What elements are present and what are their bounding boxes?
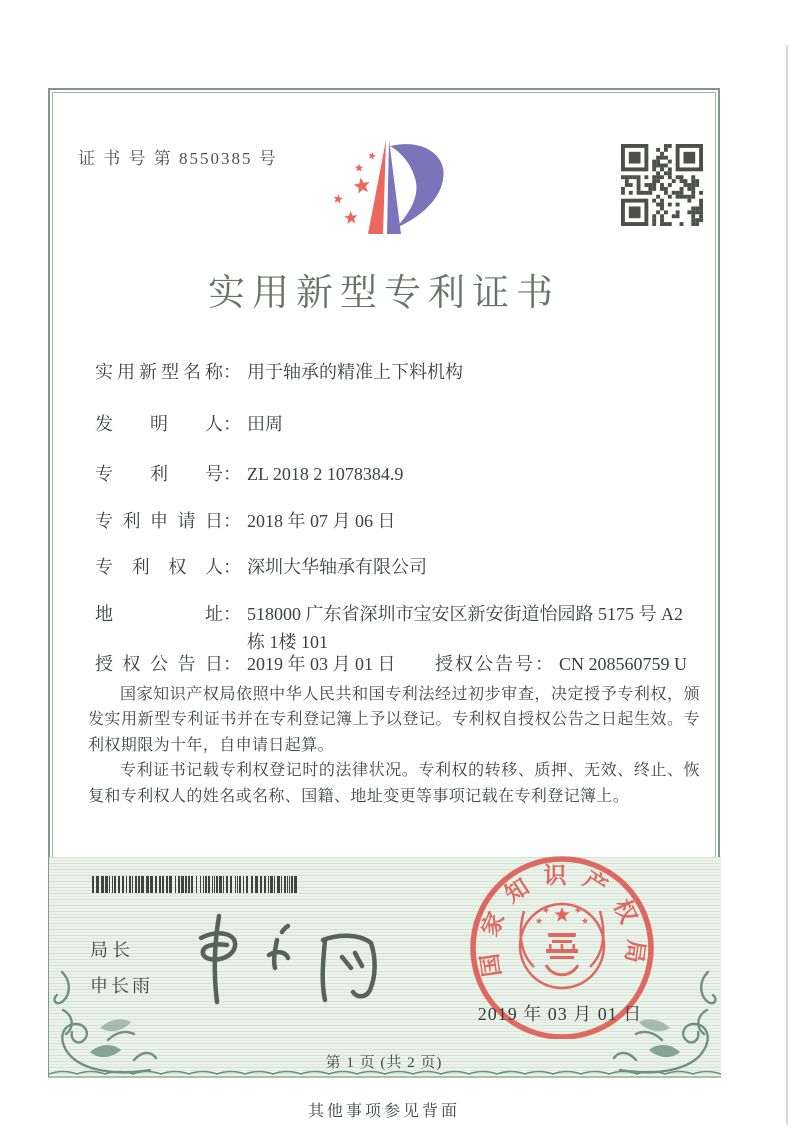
field-colon: ： bbox=[223, 464, 241, 484]
logo-stars bbox=[334, 152, 376, 224]
field-label: 专利号 bbox=[95, 464, 223, 484]
barcode bbox=[92, 876, 298, 893]
legal-text bbox=[88, 682, 700, 809]
field-value: 2019 年 03 月 01 日 bbox=[247, 654, 396, 674]
field-row-filing-date bbox=[95, 507, 705, 535]
signer-title: 局长 bbox=[90, 940, 134, 960]
logo-purple-wedge bbox=[387, 140, 401, 234]
legal-paragraph-2: 专利证书记载专利权登记时的法律状况。专利权的转移、质押、无效、终止、恢复和专利权人的姓名或名称、国籍、地址变更等事项记载在专利登记簿上。 bbox=[88, 762, 700, 805]
field-row-inventor bbox=[95, 410, 705, 438]
reverse-side-note: 其他事项参见背面 bbox=[307, 1103, 460, 1120]
page-indicator: 第 1 页 (共 2 页) bbox=[325, 1055, 443, 1071]
field-colon: ： bbox=[223, 414, 241, 434]
field-value: 用于轴承的精准上下料机构 bbox=[247, 362, 463, 382]
field-row-patentee bbox=[95, 553, 705, 581]
field-value: CN 208560759 U bbox=[559, 654, 688, 674]
certificate-title: 实用新型专利证书 bbox=[208, 273, 560, 314]
field-value: 518000 广东省深圳市宝安区新安街道怡园路 5175 号 A2 栋 1楼 101 bbox=[247, 604, 683, 652]
field-label: 地址 bbox=[95, 604, 223, 624]
seal-ring-text: 国家知识产权局 bbox=[475, 863, 649, 979]
grant-no-group bbox=[435, 650, 687, 678]
field-colon: ： bbox=[223, 654, 241, 674]
field-value: 深圳大华轴承有限公司 bbox=[247, 557, 427, 577]
field-label: 专利申请日 bbox=[95, 511, 223, 531]
grant-date-group bbox=[95, 654, 396, 674]
logo-red-wedge bbox=[368, 140, 386, 234]
field-label: 授权公告号 bbox=[435, 654, 535, 674]
signature bbox=[185, 910, 400, 1010]
certificate-number: 证 书 号 第 8550385 号 bbox=[78, 149, 278, 168]
field-row-patent-no bbox=[95, 460, 705, 488]
paper-edge-shadow bbox=[786, 45, 788, 1125]
field-label: 实用新型名称 bbox=[95, 362, 223, 382]
field-colon: ： bbox=[535, 654, 553, 674]
field-colon: ： bbox=[223, 557, 241, 577]
field-list bbox=[95, 352, 700, 674]
signer-name: 申长雨 bbox=[90, 976, 153, 996]
field-row-grant bbox=[95, 650, 700, 678]
field-label: 授权公告日 bbox=[95, 654, 223, 674]
qr-code bbox=[621, 144, 703, 226]
field-colon: ： bbox=[223, 604, 241, 624]
field-value: ZL 2018 2 1078384.9 bbox=[247, 464, 404, 484]
field-row-name bbox=[95, 358, 705, 386]
field-colon: ： bbox=[223, 362, 241, 382]
field-value: 田周 bbox=[247, 414, 283, 434]
field-value: 2018 年 07 月 06 日 bbox=[247, 511, 396, 531]
national-emblem-icon bbox=[520, 904, 604, 988]
field-row-address bbox=[95, 600, 705, 656]
field-label: 发明人 bbox=[95, 414, 223, 434]
field-label: 专利权人 bbox=[95, 557, 223, 577]
legal-paragraph-1: 国家知识产权局依照中华人民共和国专利法经过初步审查，决定授予专利权，颁发实用新型专利证书并在专利登记簿上予以登记。专利权自授权公告之日起生效。专利权期限为十年，自申请日起算。 bbox=[88, 686, 700, 754]
seal-date: 2019 年 03 月 01 日 bbox=[477, 1004, 643, 1024]
cnipa-patent-logo-icon bbox=[326, 136, 448, 238]
field-colon: ： bbox=[223, 511, 241, 531]
